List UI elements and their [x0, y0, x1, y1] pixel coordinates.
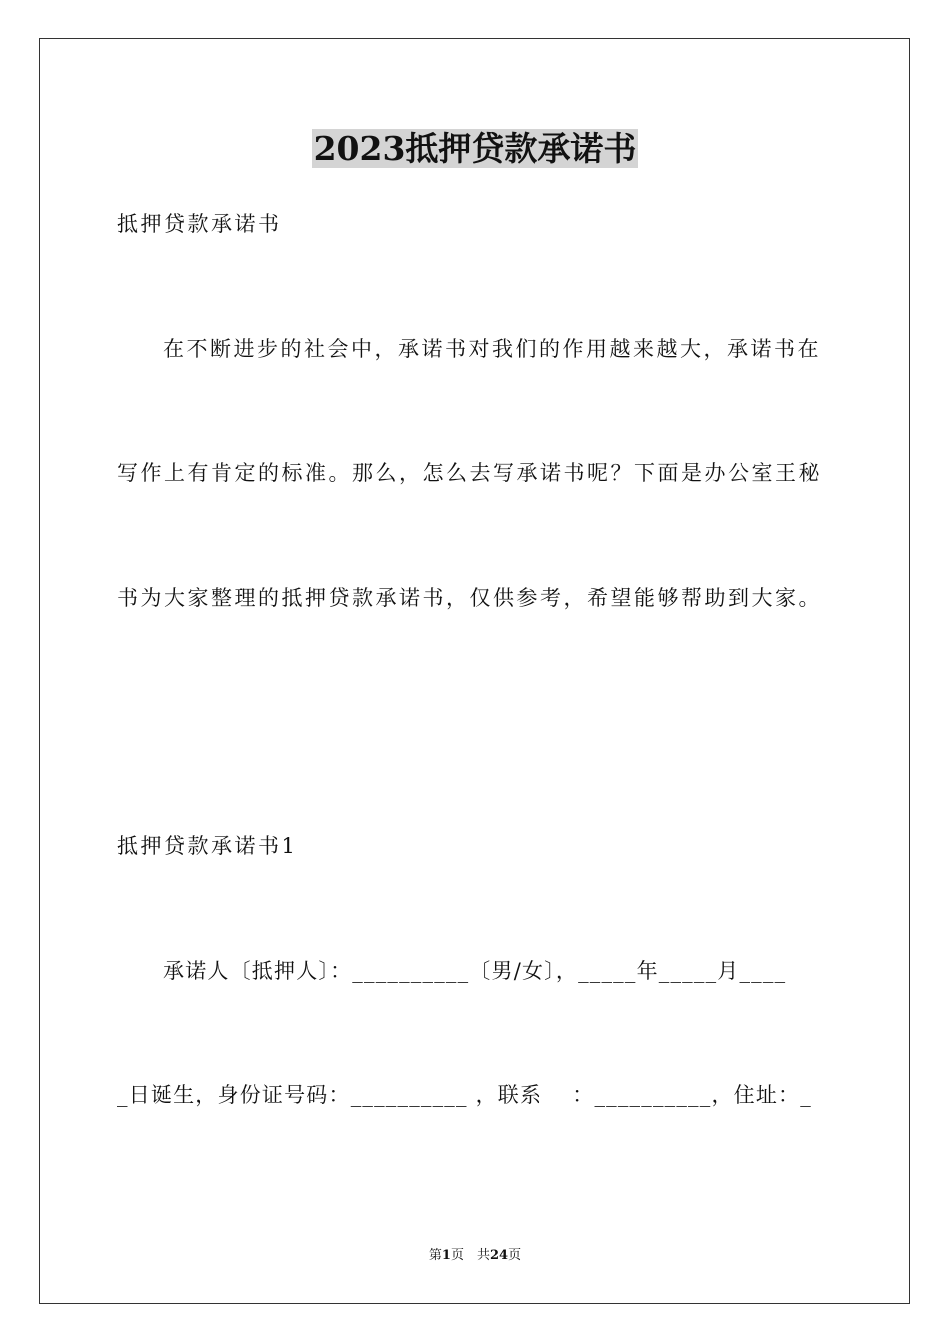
- footer-page-total: 24: [489, 1248, 509, 1263]
- page-footer: [0, 1247, 950, 1265]
- section-heading: 抵押贷款承诺书1: [117, 834, 298, 858]
- birth-id-line: _日诞生，身份证号码：__________ ，联系 ：__________，住址：_: [117, 1083, 812, 1107]
- intro-line-3: 书为大家整理的抵押贷款承诺书，仅供参考，希望能够帮助到大家。: [117, 586, 822, 610]
- footer-prefix: 第: [428, 1248, 442, 1263]
- intro-line-2: 写作上有肯定的标准。那么，怎么去写承诺书呢？下面是办公室王秘: [117, 461, 822, 485]
- document-subtitle: 抵押贷款承诺书: [117, 212, 282, 236]
- footer-mid: 页 共: [450, 1248, 490, 1263]
- document-title-text: 2023抵押贷款承诺书: [313, 129, 637, 168]
- intro-line-1: 在不断进步的社会中，承诺书对我们的作用越来越大，承诺书在: [163, 337, 821, 361]
- footer-page-current: 1: [441, 1248, 451, 1263]
- document-title: [0, 126, 950, 172]
- footer-suffix: 页: [508, 1248, 522, 1263]
- promisor-line: 承诺人〔抵押人〕：__________〔男/女〕，_____年_____月____: [163, 959, 787, 983]
